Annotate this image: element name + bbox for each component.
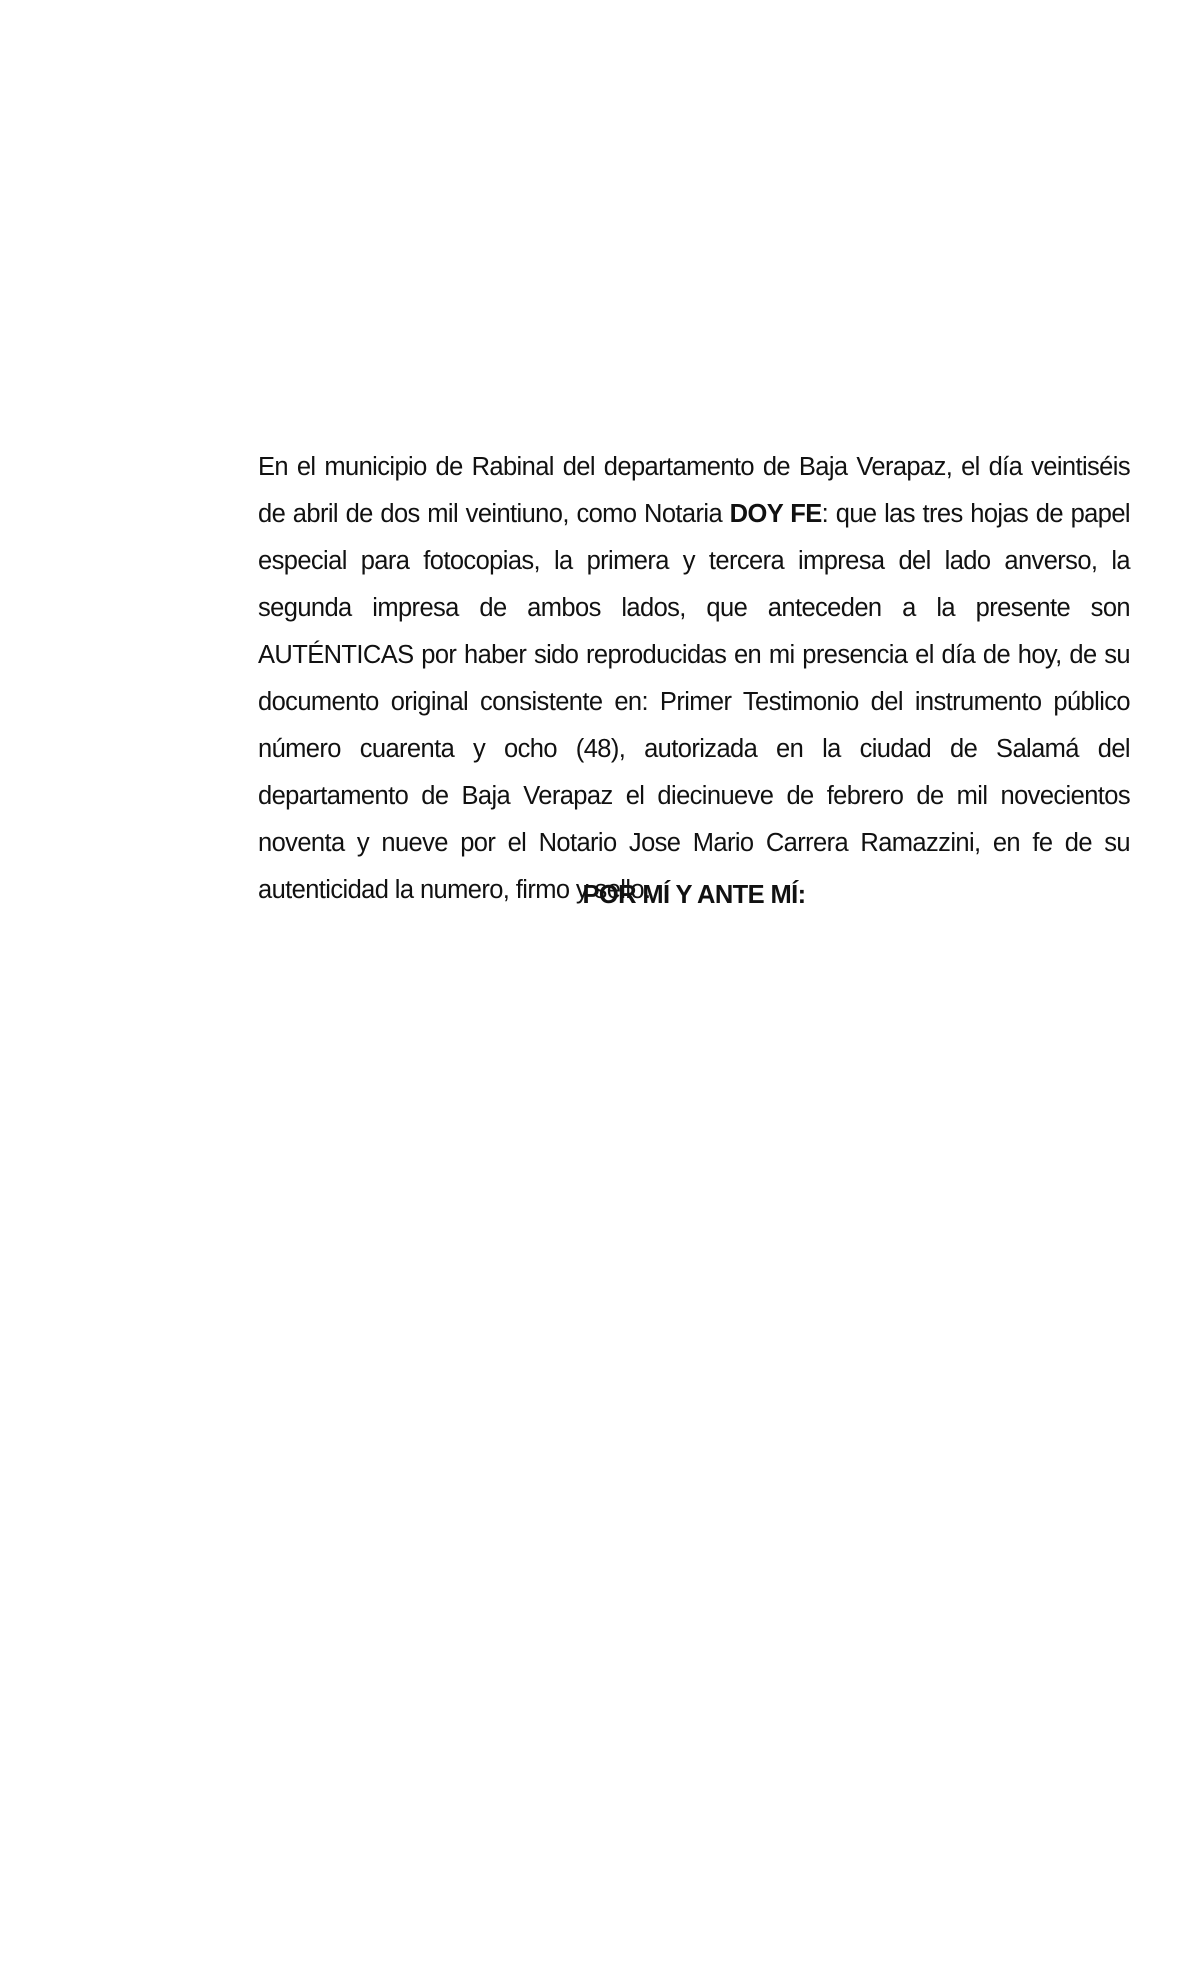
attestation-paragraph: [258, 444, 1130, 914]
closing-formula: POR MÍ Y ANTE MÍ:: [582, 881, 806, 909]
paragraph-text-part2: : que las tres hojas de papel especial para fotocopias, la primera y tercera impresa del lado anverso, la segunda impresa de ambos lados, que anteceden a la presente son AUTÉNTICAS por haber sido reproducidas en mi presencia el día de hoy, de su documento original consistente en: Primer Testimonio del instrumento público número cuarenta y ocho (48), autorizada en la ciudad de Salamá del departamento de Baja Verapaz el diecinueve de febrero de mil novecientos noventa y nueve por el Notario Jose Mario Carrera Ramazzini, en fe de su autenticidad la numero, firmo y sello.: [258, 500, 1130, 904]
attestation-text-block: [258, 444, 1130, 914]
paragraph-text-part1: En el municipio de Rabinal del departamento de Baja Verapaz, el día veintiséis de abril de dos mil veintiuno, como Notaria: [258, 453, 1130, 528]
doy-fe-emphasis: DOY FE: [729, 500, 822, 528]
